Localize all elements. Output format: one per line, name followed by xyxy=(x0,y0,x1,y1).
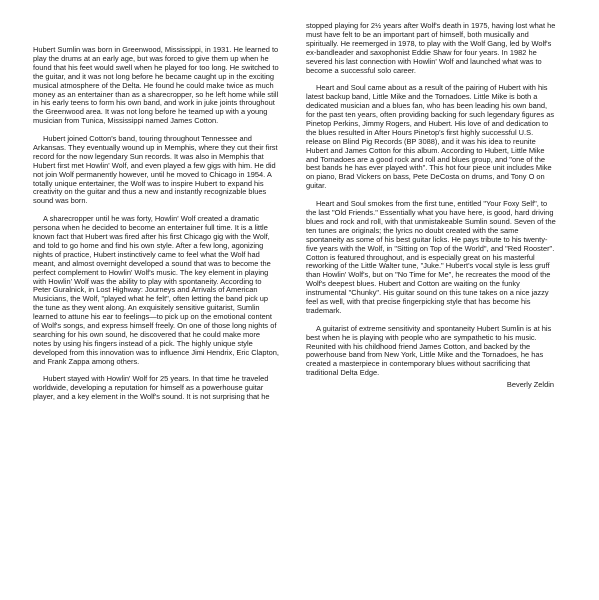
paragraph: Heart and Soul smokes from the first tune, entitled "Your Foxy Self", to the last "Old Friends." Essentially what you have here, is good, hard driving blues and rock and roll, with that unmistakeable Sumlin sound. Seven of the ten tunes are originals; the lyrics no doubt created with the same spontaneity as some of his best guitar licks. He pays tribute to his twenty-five years with the Wolf, in "Sitting on Top of the World", and "Red Rooster". Cotton is featured throughout, and is especially great on his masterful reworking of the Little Walter tune, "Juke." Hubert's vocal style is less gruff than Howlin' Wolf's, but on "No Time for Me", he recreates the mood of the Wolf's deepest blues. Hubert and Cotton are waiting on the funky instrumental "Chunky". His guitar sound on this tune takes on a nice jazzy feel as well, with that precise fingerpicking style that has become his trademark. xyxy=(306,199,556,315)
left-column xyxy=(33,46,279,411)
paragraph: stopped playing for 2½ years after Wolf's death in 1975, having lost what he must have felt to be an important part of himself, both musically and spiritually. He reemerged in 1978, to play with the Wolf Gang, led by Wolf's ex-bandleader and saxophonist Eddie Shaw for four years. In 1982 he severed his last connection with Howlin' Wolf and launched what was to become a successful solo career. xyxy=(306,21,556,75)
paragraph: A sharecropper until he was forty, Howlin' Wolf created a dramatic persona when he decided to become an entertainer full time. It is a little known fact that Hubert was fired after his first Chicago gig with the Wolf, and told to go home and find his own style. After a few long, agonizing nights of practice, Hubert instinctively came to feel what the Wolf had meant, and almost overnight developed a sound that was to become the perfect complement to Howlin' Wolf's music. The key element in playing with Howlin' Wolf was the ability to play with spontaneity. According to Peter Guralnick, in Lost Highway: Journeys and Arrivals of American Musicians, the Wolf, "played what he felt", often letting the band pick up the tune as they went along. An exquisitely sensitive guitarist, Sumlin learned to attune his ear to feelings—to pick up on the emotional content of Wolf's songs, and express himself freely. On one of those long nights of searching for his own sound, he discovered that he could make more notes by using his fingers instead of a pick. The highly unique style developed from this innovation was to influence Jimi Hendrix, Eric Clapton, and Frank Zappa among others. xyxy=(33,214,279,366)
paragraph: Hubert stayed with Howlin' Wolf for 25 years. In that time he traveled worldwide, developing a reputation for himself as a powerhouse guitar player, and a key element in the Wolf's sound. It is not surprising that he xyxy=(33,374,270,402)
paragraph: Hubert joined Cotton's band, touring throughout Tennessee and Arkansas. They eventually wound up in Memphis, where they cut their first record for the now legendary Sun records. It was also in Memphis that Hubert first met Howlin' Wolf, and even played a few gigs with him. He did not join Wolf permanently however, until he moved to Chicago in 1954. A totally unique entertainer, the Wolf was to inspire Hubert to expand his creativity on the guitar and thus a new and instantly recognizable blues sound was born. xyxy=(33,134,278,206)
paragraph: Hubert Sumlin was born in Greenwood, Mississippi, in 1931. He learned to play the drums at an early age, but was forced to give them up when he found that his feet would swell when he played for too long. He switched to the guitar, and it was not long before he became caught up in the exciting musical atmosphere of the Delta. He found he could make twice as much money as an entertainer than as a sharecropper, so he left home while still in his early teens to form his own band, and work in juke joints throughout the Greenwood area. It was not long before he teamed up with a young musician from Tunica, Mississippi named James Cotton. xyxy=(33,45,279,126)
paragraph: Heart and Soul came about as a result of the pairing of Hubert with his latest backup band, Little Mike and the Tornadoes. Little Mike is both a dedicated musician and a blues fan, who has been leading his own band, for the past ten years, often providing backing for such legendary figures as Pinetop Perkins, Jimmy Rogers, and Hubert. His love of and dedication to the blues resulted in After Hours Pinetop's first highly successful U.S. release on Blind Pig Records (BP 3088), and it was his idea to reunite Hubert and James Cotton for this album. According to Hubert, Little Mike and Tornadoes are a good rock and roll and blues group, and "one of the best bands he has ever played with". This hot four piece unit includes Mike on piano, Brad Vickers on bass, Pete DeCosta on drums, and Tony O on guitar. xyxy=(306,83,555,191)
author-signature: Beverly Zeldin xyxy=(506,380,554,390)
paragraph: A guitarist of extreme sensitivity and spontaneity Hubert Sumlin is at his best when he is playing with people who are sympathetic to his music. Reunited with his childhood friend James Cotton, and backed by the powerhouse band from New York, Little Mike and the Tornadoes, he has created a masterpiece in contemporary blues without sacrificing that traditional Delta Edge. xyxy=(306,323,552,378)
right-column xyxy=(306,22,556,390)
